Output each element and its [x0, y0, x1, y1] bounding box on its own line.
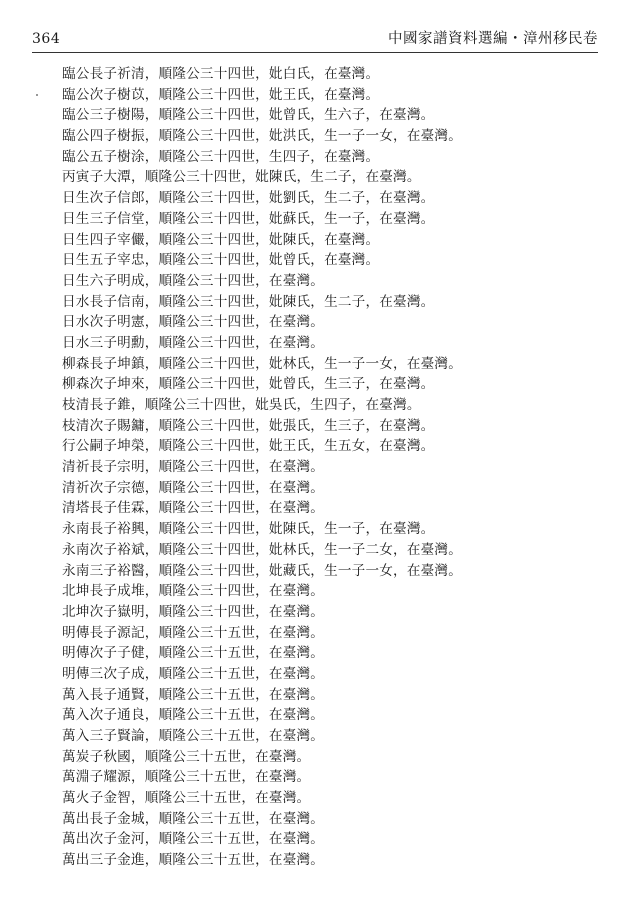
genealogy-entry: 日生三子信堂，順隆公三十四世，妣蘇氏，生一子，在臺灣。 [62, 210, 435, 227]
genealogy-entry: 清塔長子佳霖，順隆公三十四世，在臺灣。 [62, 500, 325, 517]
genealogy-entry: 臨公四子樹振，順隆公三十四世，妣洪氏，生一子一女，在臺灣。 [62, 128, 463, 145]
genealogy-entry: 日水長子信南，順隆公三十四世，妣陳氏，生二子，在臺灣。 [62, 293, 435, 310]
genealogy-entry: 永南次子裕斌，順隆公三十四世，妣林氏，生一子二女，在臺灣。 [62, 541, 463, 558]
genealogy-entry: 日生四子宰儼，順隆公三十四世，妣陳氏，在臺灣。 [62, 231, 380, 248]
genealogy-entry: 永南三子裕醫，順隆公三十四世，妣藏氏，生一子一女，在臺灣。 [62, 562, 463, 579]
genealogy-entry: 萬入三子賢論，順隆公三十五世，在臺灣。 [62, 728, 325, 744]
genealogy-entry: 枝清長子錐，順隆公三十四世，妣吳氏，生四子，在臺灣。 [62, 397, 421, 413]
genealogy-entry: 萬淵子耀源，順隆公三十五世，在臺灣。 [62, 769, 311, 786]
genealogy-entry: 臨公五子樹涂，順隆公三十四世，生四子，在臺灣。 [62, 148, 380, 165]
genealogy-entry: 臨公三子樹陽，順隆公三十四世，妣曾氏，生六子，在臺灣。 [62, 107, 435, 124]
genealogy-entry: 萬出長子金城，順隆公三十五世，在臺灣。 [62, 810, 325, 827]
genealogy-entry: 柳森次子坤來，順隆公三十四世，妣曾氏，生三子，在臺灣。 [62, 376, 435, 393]
genealogy-entry: 萬炭子秋國，順隆公三十五世，在臺灣。 [62, 748, 311, 765]
scan-speck [36, 94, 38, 96]
genealogy-entry: 萬出三子金進，順隆公三十五世，在臺灣。 [62, 852, 325, 869]
genealogy-entry: 柳森長子坤鎮，順隆公三十四世，妣林氏，生一子一女，在臺灣。 [62, 355, 463, 372]
genealogy-entry: 日水次子明憲，順隆公三十四世，在臺灣。 [62, 314, 325, 331]
genealogy-entry: 明傳次子子健，順隆公三十五世，在臺灣。 [62, 645, 325, 662]
genealogy-entry: 萬入次子通良，順隆公三十五世，在臺灣。 [62, 707, 325, 724]
genealogy-entry: 日生六子明成，順隆公三十四世，在臺灣。 [62, 272, 325, 289]
genealogy-entry: 永南長子裕興，順隆公三十四世，妣陳氏，生一子，在臺灣。 [62, 521, 435, 538]
genealogy-entry: 臨公長子祈清，順隆公三十四世，妣白氏，在臺灣。 [62, 66, 380, 82]
page-header [32, 30, 598, 53]
running-head: 中國家譜資料選編・漳州移民卷 [388, 31, 598, 47]
genealogy-entry: 萬入長子通賢，順隆公三十五世，在臺灣。 [62, 686, 325, 703]
genealogy-entry: 枝清次子賜鏞，順隆公三十四世，妣張氏，生三子，在臺灣。 [62, 417, 435, 434]
genealogy-entry: 萬火子金智，順隆公三十五世，在臺灣。 [62, 790, 311, 807]
genealogy-entry: 臨公次子樹苡，順隆公三十四世，妣王氏，在臺灣。 [62, 86, 380, 103]
genealogy-entry: 明傳三次子成，順隆公三十五世，在臺灣。 [62, 665, 325, 682]
genealogy-entry-list [62, 64, 602, 871]
genealogy-entry: 行公嗣子坤榮，順隆公三十四世，妣王氏，生五女，在臺灣。 [62, 438, 435, 455]
genealogy-entry: 萬出次子金河，順隆公三十五世，在臺灣。 [62, 831, 325, 848]
genealogy-entry: 北坤次子嶽明，順隆公三十四世，在臺灣。 [62, 603, 325, 620]
genealogy-entry: 清祈次子宗德，順隆公三十四世，在臺灣。 [62, 479, 325, 496]
page-number: 364 [32, 31, 61, 47]
genealogy-entry: 日生五子宰忠，順隆公三十四世，妣曾氏，在臺灣。 [62, 252, 380, 269]
genealogy-entry: 日水三子明勳，順隆公三十四世，在臺灣。 [62, 334, 325, 351]
genealogy-entry: 丙寅子大潭，順隆公三十四世，妣陳氏，生二子，在臺灣。 [62, 169, 421, 186]
genealogy-entry: 北坤長子成堆，順隆公三十四世，在臺灣。 [62, 583, 325, 600]
genealogy-entry: 明傳長子源記，順隆公三十五世，在臺灣。 [62, 624, 325, 641]
genealogy-entry: 清祈長子宗明，順隆公三十四世，在臺灣。 [62, 459, 325, 476]
genealogy-entry: 日生次子信郎，順隆公三十四世，妣劉氏，生二子，在臺灣。 [62, 190, 435, 207]
